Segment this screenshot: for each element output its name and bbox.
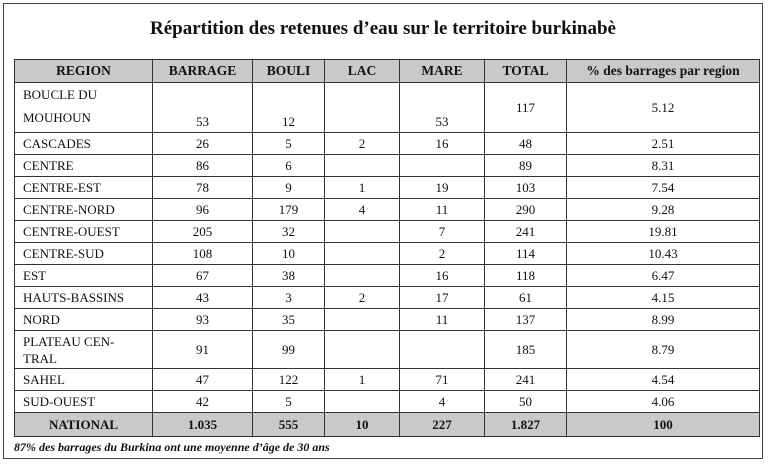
table-row <box>15 287 760 309</box>
lac-cell <box>325 155 400 177</box>
pct-cell: 4.06 <box>567 391 760 413</box>
pct-cell: 7.54 <box>567 177 760 199</box>
total-cell: 137 <box>485 309 567 331</box>
barrage-cell: 108 <box>153 243 253 265</box>
bouli-cell: 6 <box>253 155 325 177</box>
total-cell: 290 <box>485 199 567 221</box>
barrage-cell: 43 <box>153 287 253 309</box>
region-cell <box>15 243 153 265</box>
region-line: CASCADES <box>23 135 91 151</box>
table-row <box>15 199 760 221</box>
table-row <box>15 309 760 331</box>
bouli-cell: 179 <box>253 199 325 221</box>
pct-cell: 8.31 <box>567 155 760 177</box>
lac-cell <box>325 243 400 265</box>
national-row <box>15 413 760 437</box>
region-line: HAUTS-BASSINS <box>23 289 125 305</box>
header-percent: % des barrages par region <box>567 60 760 83</box>
lac-cell: 4 <box>325 199 400 221</box>
bouli-cell: 99 <box>253 331 325 369</box>
bouli-cell: 12 <box>253 83 325 133</box>
national-barrage: 1.035 <box>153 413 253 437</box>
total-cell: 48 <box>485 133 567 155</box>
lac-cell: 2 <box>325 133 400 155</box>
region-cell <box>15 309 153 331</box>
barrage-cell: 53 <box>153 83 253 133</box>
pct-cell: 19.81 <box>567 221 760 243</box>
total-cell: 61 <box>485 287 567 309</box>
region-cell <box>15 287 153 309</box>
barrage-cell: 205 <box>153 221 253 243</box>
region-line: SAHEL <box>23 371 65 387</box>
region-line: TRAL <box>23 350 57 366</box>
barrage-cell: 26 <box>153 133 253 155</box>
mare-cell <box>400 155 485 177</box>
lac-cell <box>325 221 400 243</box>
region-line: NORD <box>23 311 60 327</box>
mare-cell: 16 <box>400 265 485 287</box>
region-cell <box>15 221 153 243</box>
mare-cell: 11 <box>400 309 485 331</box>
region-line: EST <box>23 267 47 283</box>
mare-cell: 16 <box>400 133 485 155</box>
national-lac: 10 <box>325 413 400 437</box>
mare-cell: 17 <box>400 287 485 309</box>
region-line: CENTRE-OUEST <box>23 223 120 239</box>
region-cell <box>15 199 153 221</box>
mare-cell: 2 <box>400 243 485 265</box>
region-cell <box>15 83 153 133</box>
table-row <box>15 155 760 177</box>
total-cell: 117 <box>485 83 567 133</box>
total-cell: 241 <box>485 369 567 391</box>
lac-cell: 1 <box>325 177 400 199</box>
pct-cell: 5.12 <box>567 83 760 133</box>
table-row <box>15 221 760 243</box>
bouli-cell: 38 <box>253 265 325 287</box>
header-mare: MARE <box>400 60 485 83</box>
header-total: TOTAL <box>485 60 567 83</box>
national-bouli: 555 <box>253 413 325 437</box>
national-label: NATIONAL <box>15 413 153 437</box>
table-row <box>15 331 760 369</box>
table-title: Répartition des retenues d’eau sur le territoire burkinabè <box>150 18 616 39</box>
mare-cell: 19 <box>400 177 485 199</box>
barrage-cell: 67 <box>153 265 253 287</box>
lac-cell <box>325 265 400 287</box>
lac-cell <box>325 331 400 369</box>
barrage-cell: 96 <box>153 199 253 221</box>
region-cell <box>15 133 153 155</box>
header-barrage: BARRAGE <box>153 60 253 83</box>
region-line: BOUCLE DU <box>23 87 98 102</box>
region-line: CENTRE <box>23 157 74 173</box>
national-mare: 227 <box>400 413 485 437</box>
table-row <box>15 177 760 199</box>
header-bouli: BOULI <box>253 60 325 83</box>
bouli-cell: 10 <box>253 243 325 265</box>
bouli-cell: 122 <box>253 369 325 391</box>
region-line: SUD-OUEST <box>23 393 96 409</box>
pct-cell: 9.28 <box>567 199 760 221</box>
table-row <box>15 369 760 391</box>
total-cell: 185 <box>485 331 567 369</box>
bouli-cell: 5 <box>253 133 325 155</box>
barrage-cell: 91 <box>153 331 253 369</box>
bouli-cell: 3 <box>253 287 325 309</box>
lac-cell <box>325 309 400 331</box>
mare-cell <box>400 331 485 369</box>
region-cell <box>15 155 153 177</box>
bouli-cell: 5 <box>253 391 325 413</box>
region-cell <box>15 369 153 391</box>
total-cell: 118 <box>485 265 567 287</box>
header-row <box>15 60 760 83</box>
barrage-cell: 93 <box>153 309 253 331</box>
region-cell <box>15 177 153 199</box>
bouli-cell: 9 <box>253 177 325 199</box>
mare-cell: 11 <box>400 199 485 221</box>
table-row <box>15 243 760 265</box>
region-cell <box>15 265 153 287</box>
total-cell: 114 <box>485 243 567 265</box>
lac-cell: 1 <box>325 369 400 391</box>
lac-cell: 2 <box>325 287 400 309</box>
pct-cell: 4.54 <box>567 369 760 391</box>
pct-cell: 4.15 <box>567 287 760 309</box>
mare-cell: 71 <box>400 369 485 391</box>
table-row <box>15 83 760 133</box>
header-lac: LAC <box>325 60 400 83</box>
bouli-cell: 35 <box>253 309 325 331</box>
table-row <box>15 265 760 287</box>
footnote: 87% des barrages du Burkina ont une moyenne d’âge de 30 ans <box>14 440 330 454</box>
national-total: 1.827 <box>485 413 567 437</box>
pct-cell: 6.47 <box>567 265 760 287</box>
table-row <box>15 391 760 413</box>
lac-cell <box>325 391 400 413</box>
region-line: CENTRE-EST <box>23 179 101 195</box>
mare-cell: 4 <box>400 391 485 413</box>
barrage-cell: 78 <box>153 177 253 199</box>
total-cell: 50 <box>485 391 567 413</box>
pct-cell: 8.99 <box>567 309 760 331</box>
header-region: REGION <box>15 60 153 83</box>
barrage-cell: 42 <box>153 391 253 413</box>
region-line: CENTRE-NORD <box>23 201 115 217</box>
region-cell <box>15 391 153 413</box>
lac-cell <box>325 83 400 133</box>
total-cell: 103 <box>485 177 567 199</box>
total-cell: 89 <box>485 155 567 177</box>
mare-cell: 7 <box>400 221 485 243</box>
pct-cell: 2.51 <box>567 133 760 155</box>
region-line: MOUHOUN <box>23 110 91 125</box>
national-percent: 100 <box>567 413 760 437</box>
barrage-cell: 86 <box>153 155 253 177</box>
region-line: CENTRE-SUD <box>23 245 104 261</box>
region-line: PLATEAU CEN- <box>23 333 115 349</box>
pct-cell: 8.79 <box>567 331 760 369</box>
barrage-cell: 47 <box>153 369 253 391</box>
mare-cell: 53 <box>400 83 485 133</box>
total-cell: 241 <box>485 221 567 243</box>
bouli-cell: 32 <box>253 221 325 243</box>
pct-cell: 10.43 <box>567 243 760 265</box>
region-cell <box>15 331 153 369</box>
reservoir-table <box>14 59 760 437</box>
table-row <box>15 133 760 155</box>
document-frame <box>3 3 763 459</box>
